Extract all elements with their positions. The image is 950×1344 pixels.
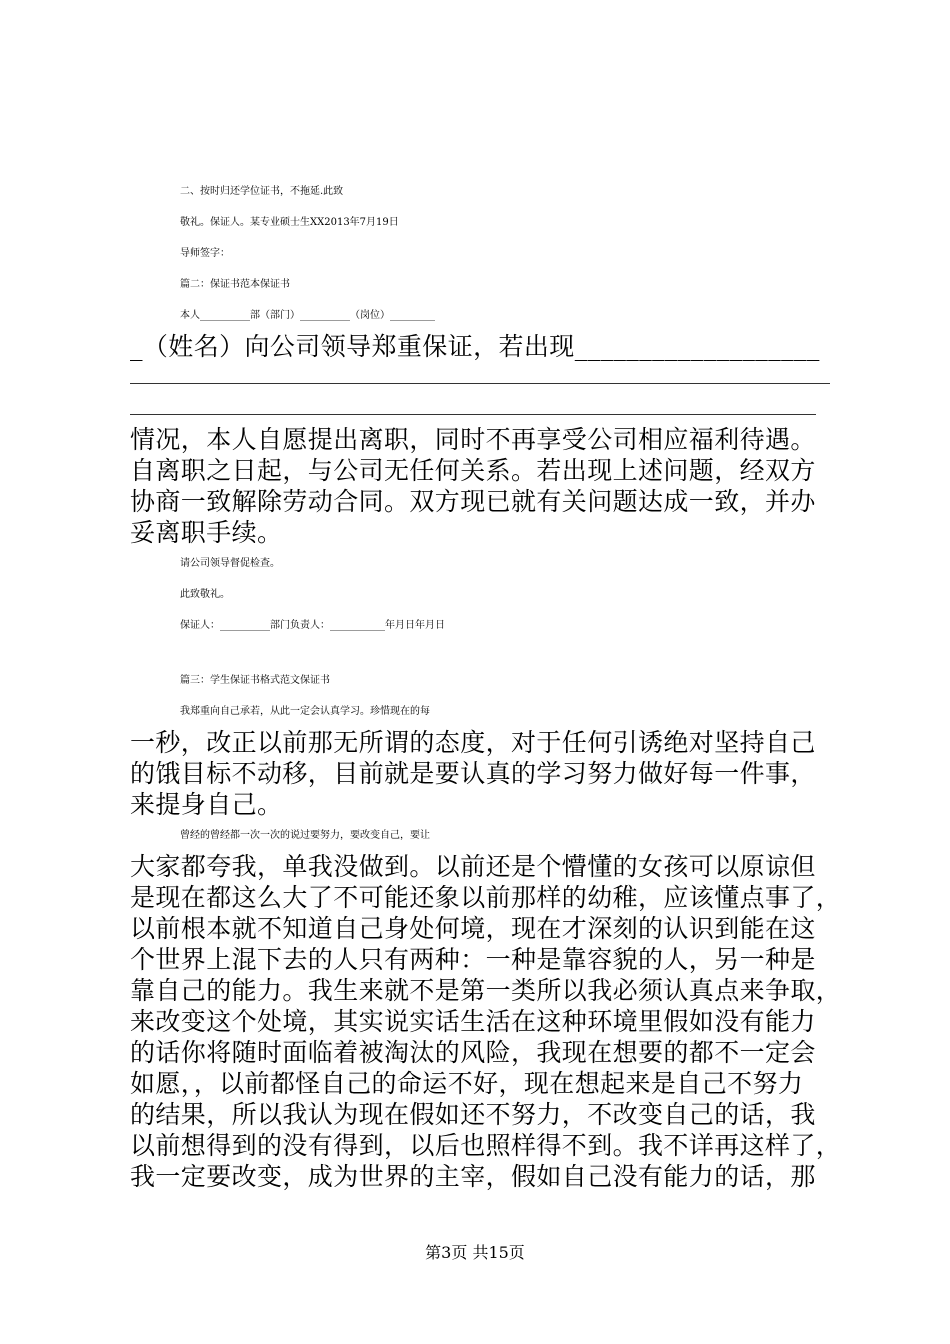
text-line: 来改变这个处境，其实说实话生活在这种环境里假如没有能力: [130, 1007, 816, 1036]
text-line: 的话你将随时面临着被淘汰的风险，我现在想要的都不一定会: [130, 1038, 816, 1067]
text-line: 此致敬礼。: [180, 589, 230, 600]
section-heading: 篇二：保证书范本保证书: [180, 279, 290, 290]
text-line: 曾经的曾经都一次一次的说过要努力，要改变自己，要让: [180, 830, 430, 841]
text-line: 一秒，改正以前那无所谓的态度，对于任何引诱绝对坚持自己: [130, 728, 816, 757]
text-line: 我一定要改变，成为世界的主宰，假如自己没有能力的话，那: [130, 1162, 816, 1191]
text-line: 敬礼。保证人。某专业硕士生XX2013年7月19日: [180, 217, 399, 228]
text-line: 来提身自己。: [130, 790, 283, 819]
text-line: 以前想得到的没有得到，以后也照样得不到。我不详再这样了，: [130, 1131, 842, 1160]
section-heading: 篇三：学生保证书格式范文保证书: [180, 675, 330, 686]
text-line: 自离职之日起，与公司无任何关系。若出现上述问题，经双方: [130, 456, 816, 485]
text-line: 协商一致解除劳动合同。双方现已就有关问题达成一致，并办: [130, 487, 816, 516]
text-line: 情况，本人自愿提出离职，同时不再享受公司相应福利待遇。: [130, 425, 816, 454]
text-line: 我郑重向自己承若，从此一定会认真学习。珍惜现在的每: [180, 706, 430, 717]
text-line: 大家都夸我，单我没做到。以前还是个懵懂的女孩可以原谅但: [130, 852, 816, 881]
text-line: 的饿目标不动移，目前就是要认真的学习努力做好每一件事，: [130, 759, 816, 788]
text-line: 妥离职手续。: [130, 518, 283, 547]
page-footer: 第3页 共15页: [425, 1243, 525, 1262]
text-line: 是现在都这么大了不可能还象以前那样的幼稚，应该懂点事了，: [130, 883, 842, 912]
text-line: 二、按时归还学位证书，不拖延.此致: [180, 186, 344, 197]
text-line: 本人__________部（部门）__________（岗位）_________: [180, 310, 435, 321]
text-line: 靠自己的能力。我生来就不是第一类所以我必须认真点来争取，: [130, 976, 842, 1005]
text-line: 以前根本就不知道自己身处何境，现在才深刻的认识到能在这: [130, 914, 816, 943]
blank-rule: [130, 383, 830, 384]
text-line: 个世界上混下去的人只有两种：一种是靠容貌的人，另一种是: [130, 945, 816, 974]
text-line: 导师签字：: [180, 248, 230, 259]
blank-rule: [130, 414, 816, 415]
text-line: _（姓名）向公司领导郑重保证，若出现___________________: [130, 332, 820, 361]
text-line: 如愿，，以前都怪自己的命运不好，现在想起来是自己不努力: [130, 1069, 804, 1098]
signature-line: 保证人：__________部门负责人：___________年月日年月日: [180, 620, 445, 631]
text-line: 的结果，所以我认为现在假如还不努力，不改变自己的话，我: [130, 1100, 816, 1129]
text-line: 请公司领导督促检查。: [180, 558, 280, 569]
